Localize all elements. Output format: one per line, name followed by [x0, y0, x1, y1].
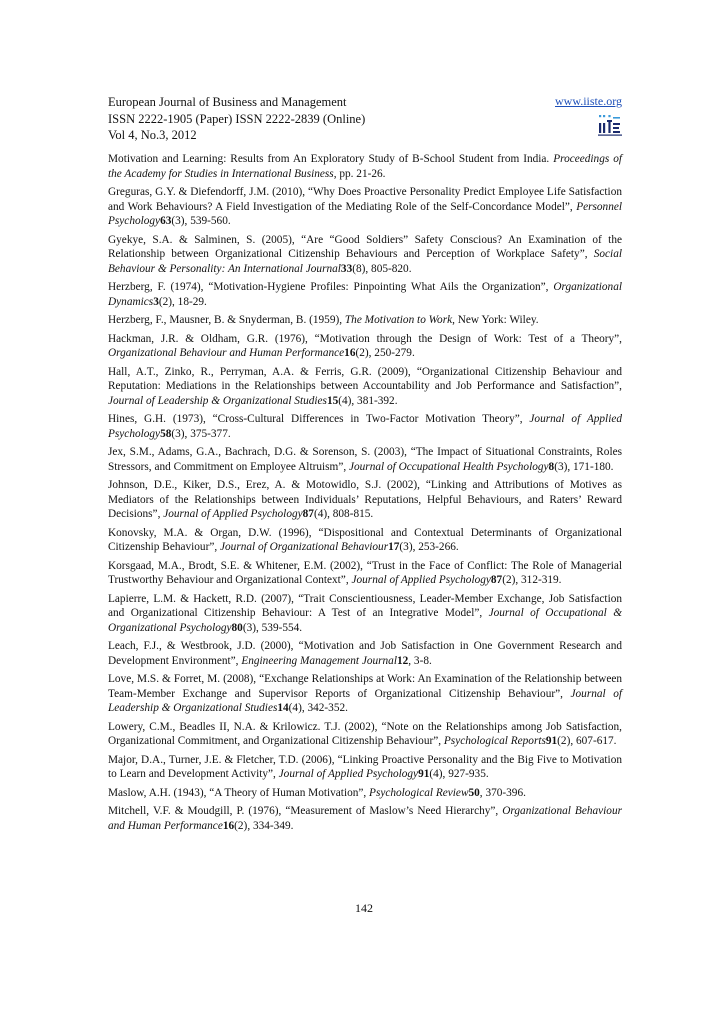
reference-authors-title: Konovsky, M.A. & Organ, D.W. (1996), “Dispositional and Contextual Determinants of Organizational Citizenship Behaviour”,	[108, 526, 622, 554]
reference-source: Journal of Occupational Health Psychology	[348, 460, 549, 473]
reference-pages: , pp. 21-26.	[333, 167, 386, 180]
reference-source: Journal of Occupational & Organizational Psychology	[108, 607, 622, 634]
reference-source: Organizational Behaviour and Human Performance	[108, 805, 622, 832]
reference-source: Organizational Dynamics	[108, 281, 622, 308]
reference-pages: (2), 312-319.	[502, 574, 562, 587]
page-header	[108, 94, 622, 144]
reference-entry	[108, 804, 622, 833]
reference-authors-title: Hackman, J.R. & Oldham, G.R. (1976), “Motivation through the Design of Work: Test of a Theory”,	[108, 332, 622, 345]
reference-source: Journal of Leadership & Organizational Studies	[108, 394, 327, 407]
reference-entry	[108, 526, 622, 555]
reference-pages: (3), 253-266.	[399, 541, 459, 554]
reference-pages: (3), 171-180.	[554, 460, 614, 473]
reference-volume: 17	[388, 541, 400, 554]
reference-volume: 16	[222, 819, 235, 832]
reference-entry	[108, 478, 622, 522]
reference-source: Personnel Psychology	[108, 200, 622, 228]
reference-volume: 12	[396, 654, 409, 667]
reference-entry	[108, 672, 622, 716]
reference-entry	[108, 786, 622, 801]
reference-volume: 63	[160, 215, 172, 228]
reference-authors-title: Mitchell, V.F. & Moudgill, P. (1976), “Measurement of Maslow’s Need Hierarchy”,	[108, 805, 503, 818]
reference-source: Psychological Reports	[443, 735, 546, 748]
reference-pages: (3), 375-377.	[171, 427, 231, 440]
reference-source: Journal of Applied Psychology	[108, 413, 623, 440]
reference-entry	[108, 720, 622, 749]
reference-authors-title: Korsgaad, M.A., Brodt, S.E. & Whitener, E.M. (2002), “Trust in the Face of Conflict: The Role of Managerial Trustworthy Behaviour and Organizational Context”,	[108, 559, 622, 587]
page-number: 142	[355, 901, 373, 915]
reference-pages: , New York: Wiley.	[452, 314, 539, 327]
reference-pages: (8), 805-820.	[352, 262, 412, 275]
reference-source: Journal of Leadership & Organizational Studies	[108, 687, 622, 715]
reference-authors-title: Love, M.S. & Forret, M. (2008), “Exchange Relationships at Work: An Examination of the Relationship between Team-Member Exchange and Supervisor Reports of Organizational Citizenship Behaviour”,	[108, 673, 622, 700]
reference-volume: 8	[548, 460, 555, 473]
reference-authors-title: Herzberg, F., Mausner, B. & Snyderman, B. (1959),	[108, 314, 345, 327]
reference-authors-title: Hines, G.H. (1973), “Cross-Cultural Differences in Two-Factor Motivation Theory”,	[108, 413, 530, 426]
reference-authors-title: Major, D.A., Turner, J.E. & Fletcher, T.D. (2006), “Linking Proactive Personality and the Big Five to Motivation to Learn and Development Activity”,	[108, 753, 622, 781]
reference-entry	[108, 365, 622, 409]
reference-entry	[108, 412, 622, 441]
reference-pages: (2), 607-617.	[557, 735, 617, 748]
reference-pages: , 3-8.	[408, 654, 432, 667]
reference-entry	[108, 280, 622, 309]
reference-entry	[108, 332, 622, 361]
reference-entry	[108, 753, 622, 782]
reference-volume: 16	[344, 347, 356, 360]
reference-pages: (4), 808-815.	[313, 508, 374, 521]
reference-authors-title: Lowery, C.M., Beadles II, N.A. & Krilowicz. T.J. (2002), “Note on the Relationships among Job Satisfaction, Organizational Commitment, and Organizational Citizenship Behaviour”,	[108, 720, 622, 748]
reference-pages: (3), 539-554.	[242, 621, 303, 634]
reference-authors-title: Motivation and Learning: Results from An Exploratory Study of B-School Student from India.	[108, 153, 554, 165]
reference-authors-title: Leach, F.J., & Westbrook, J.D. (2000), “Motivation and Job Satisfaction in One Government Research and Development Environment”,	[108, 640, 622, 667]
reference-volume: 91	[545, 735, 558, 748]
volume-line: Vol 4, No.3, 2012	[108, 128, 197, 142]
reference-entry	[108, 233, 622, 277]
reference-authors-title: Greguras, G.Y. & Diefendorff, J.M. (2010), “Why Does Proactive Personality Predict Employee Life Satisfaction and Work Behaviours? A Field Investigation of the Mediating Role of the Self-Concordance Model”,	[108, 185, 622, 213]
journal-title: European Journal of Business and Management	[108, 95, 347, 109]
reference-source: Organizational Behaviour and Human Performance	[108, 347, 345, 360]
reference-entry	[108, 639, 622, 668]
reference-authors-title: Lapierre, L.M. & Hackett, R.D. (2007), “Trait Conscientiousness, Leader-Member Exchange, Job Satisfaction and Organizational Citizenship Behaviour: A Test of an Integrative Model”,	[108, 592, 622, 620]
reference-authors-title: Hall, A.T., Zinko, R., Perryman, A.A. & Ferris, G.R. (2009), “Organizational Citizenship Behaviour and Reputation: Mediations in the Relationships between Accountability and Job Performance and Satisfaction”,	[108, 365, 622, 393]
reference-pages: (4), 927-935.	[429, 768, 489, 781]
reference-source: Journal of Applied Psychology	[351, 574, 491, 587]
reference-pages: (4), 342-352.	[288, 702, 348, 715]
reference-volume: 14	[277, 702, 289, 715]
reference-entry	[108, 313, 622, 328]
reference-volume: 50	[468, 786, 480, 799]
reference-volume: 87	[302, 508, 314, 521]
reference-pages: (2), 250-279.	[355, 347, 415, 360]
reference-source: The Motivation to Work	[344, 314, 453, 327]
reference-entry	[108, 152, 622, 181]
reference-entry	[108, 445, 622, 474]
reference-source: Journal of Applied Psychology	[163, 508, 303, 521]
issn-line: ISSN 2222-1905 (Paper) ISSN 2222-2839 (Online)	[108, 111, 366, 126]
reference-volume: 80	[231, 621, 243, 634]
reference-entry	[108, 559, 622, 588]
reference-pages: (2), 334-349.	[234, 819, 294, 832]
reference-list	[108, 152, 622, 837]
website-link[interactable]: www.iiste.org	[555, 94, 622, 108]
reference-source: Social Behaviour & Personality: An International Journal	[108, 248, 622, 275]
reference-pages: , 370-396.	[479, 786, 526, 799]
reference-source: Proceedings of the Academy for Studies in International Business	[108, 153, 622, 180]
reference-source: Engineering Management Journal	[241, 654, 397, 667]
reference-source: Journal of Applied Psychology	[278, 768, 419, 781]
reference-source: Psychological Review	[369, 786, 469, 799]
reference-volume: 15	[326, 394, 339, 407]
iiste-logo-icon	[598, 114, 622, 136]
reference-volume: 58	[160, 427, 172, 440]
reference-authors-title: Maslow, A.H. (1943), “A Theory of Human Motivation”,	[108, 786, 370, 799]
reference-entry	[108, 592, 622, 636]
reference-pages: (4), 381-392.	[338, 394, 398, 407]
reference-entry	[108, 185, 622, 229]
reference-volume: 33	[340, 262, 353, 275]
reference-authors-title: Herzberg, F. (1974), “Motivation-Hygiene Profiles: Pinpointing What Ails the Organization”,	[108, 281, 554, 294]
reference-pages: (2), 18-29.	[158, 295, 207, 308]
reference-volume: 87	[490, 574, 503, 587]
reference-authors-title: Johnson, D.E., Kiker, D.S., Erez, A. & Motowidlo, S.J. (2002), “Linking and Attributions of Motives as Mediators of the Relationships between Individuals’ Reputations, Helpful Behaviours, and Raters’ Reward Decisions”,	[108, 479, 622, 521]
reference-authors-title: Jex, S.M., Adams, G.A., Bachrach, D.G. & Sorenson, S. (2003), “The Impact of Situational Constraints, Roles Stressors, and Commitment on Employee Altruism”,	[108, 446, 622, 473]
reference-source: Journal of Organizational Behaviour	[220, 541, 389, 554]
reference-volume: 3	[153, 295, 159, 308]
reference-volume: 91	[418, 768, 430, 781]
reference-pages: (3), 539-560.	[171, 215, 231, 228]
reference-authors-title: Gyekye, S.A. & Salminen, S. (2005), “Are “Good Soldiers” Safety Conscious? An Examination of the Relationship between Organizational Citizenship Behaviours and Perception of Workplace Safety”,	[108, 233, 622, 261]
